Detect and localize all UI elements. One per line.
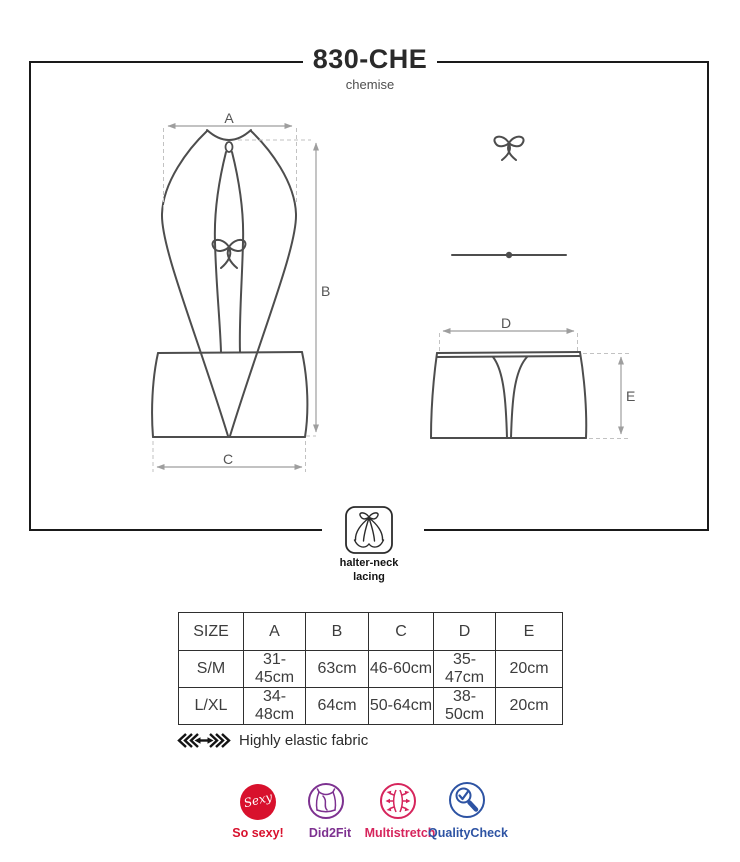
size-table-header-size: SIZE [179, 613, 244, 651]
dimension-label-e: E [626, 388, 636, 404]
size-table-row-sm [179, 651, 563, 688]
table-cell: 50-64cm [369, 688, 434, 725]
size-table [178, 612, 563, 725]
panty-drawing [431, 137, 586, 438]
table-cell: 20cm [496, 688, 563, 725]
frame-border [30, 61, 708, 531]
dimension-label-d: D [500, 315, 512, 331]
feature-caption-line2: lacing [353, 570, 385, 583]
table-cell: 34-48cm [244, 688, 306, 725]
table-cell: 35-47cm [434, 651, 496, 688]
badge-label-multistretch: Multistretch [364, 826, 436, 840]
feature-caption-line1: halter-neck [339, 557, 399, 569]
table-cell: S/M [179, 651, 244, 688]
feature-caption [340, 557, 399, 584]
size-table-header-row [179, 613, 563, 651]
table-cell: 64cm [306, 688, 369, 725]
table-cell: L/XL [179, 688, 244, 725]
size-table-header-a: A [244, 613, 306, 651]
size-table-header-b: B [306, 613, 369, 651]
badge-did2fit-icon [309, 784, 343, 818]
table-cell: 46-60cm [369, 651, 434, 688]
page-title: 830-CHE [312, 44, 428, 74]
halter-neck-icon [346, 507, 392, 553]
dimension-label-c: C [222, 451, 234, 467]
elastic-fabric-note: Highly elastic fabric [239, 732, 369, 749]
dimension-label-b: B [321, 283, 331, 299]
table-cell: 38-50cm [434, 688, 496, 725]
badge-qualitycheck-icon [450, 783, 484, 817]
badge-multistretch-icon [381, 784, 415, 818]
so-sexy-circle-text: Sexy [242, 789, 274, 811]
page-subtitle: chemise [345, 77, 395, 92]
badge-label-qualitycheck: QualityCheck [428, 826, 508, 840]
table-cell: 20cm [496, 651, 563, 688]
badge-label-so-sexy: So sexy! [232, 826, 284, 840]
badge-label-did2fit: Did2Fit [308, 826, 352, 840]
chemise-drawing [152, 130, 307, 437]
table-cell: 63cm [306, 651, 369, 688]
stretch-icon [179, 734, 229, 747]
size-table-header-e: E [496, 613, 563, 651]
size-table-row-lxl [179, 688, 563, 725]
dimension-label-a: A [224, 110, 234, 126]
size-table-header-d: D [434, 613, 496, 651]
size-table-header-c: C [369, 613, 434, 651]
panty-dimension-lines [440, 331, 630, 439]
table-cell: 31-45cm [244, 651, 306, 688]
